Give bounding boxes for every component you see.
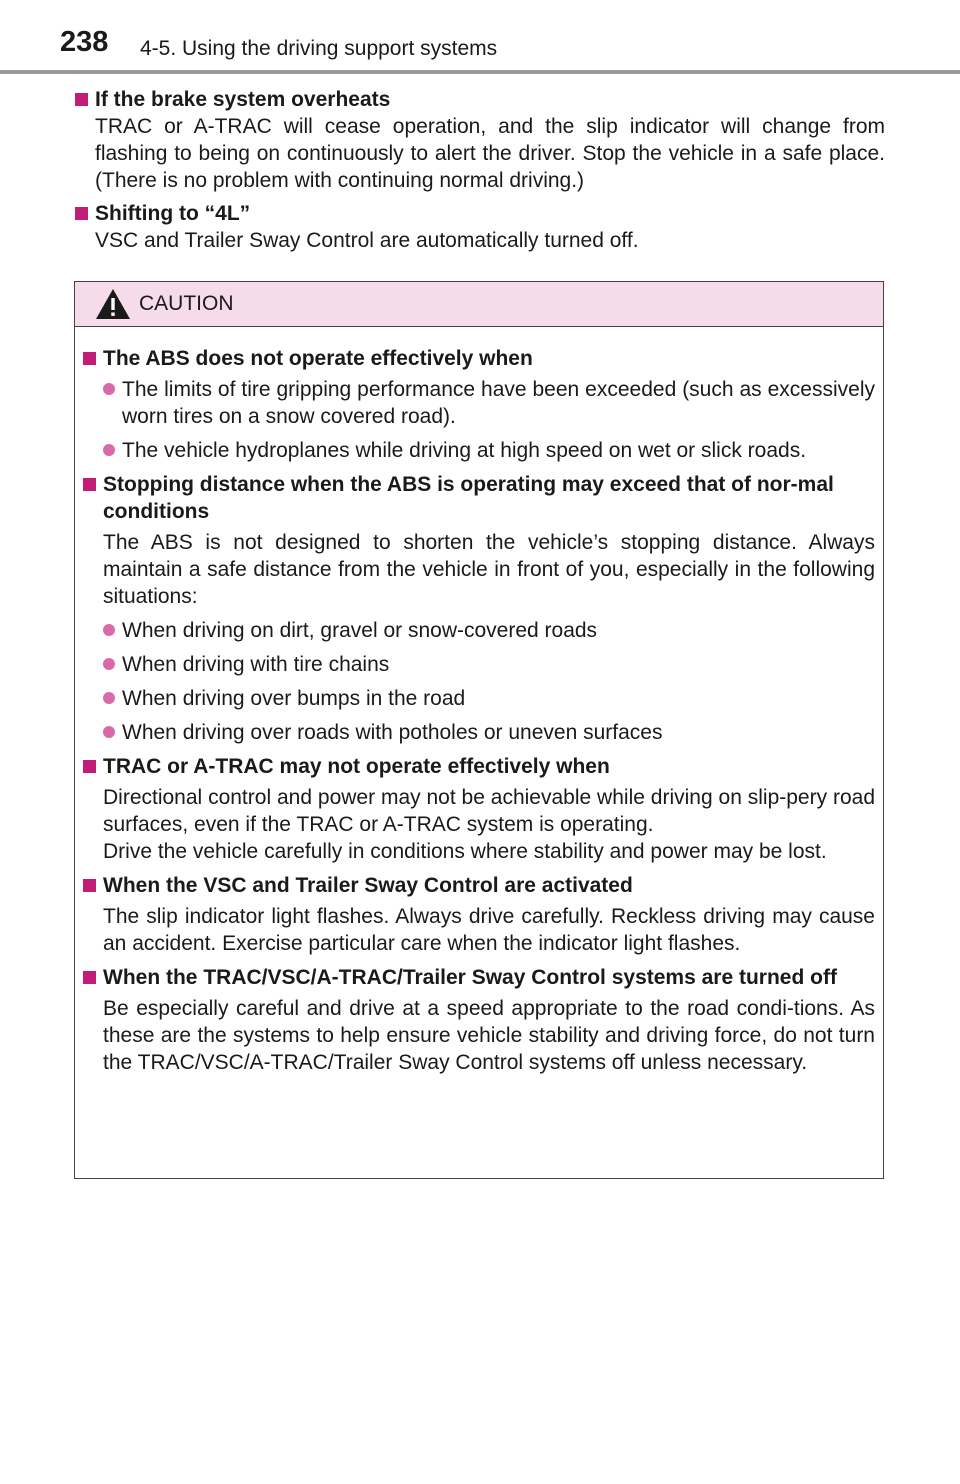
section-title: 4-5. Using the driving support systems (140, 37, 498, 60)
caution-item-body: Be especially careful and drive at a speed appropriate to the road condi-tions. As these are the systems to help ensure vehicle stability and driving force, do not turn the TRAC/VSC/A-TRAC/Trailer Sway Control systems off unless necessary. (103, 997, 875, 1074)
list-item: When driving over bumps in the road (83, 685, 875, 712)
square-bullet-icon (75, 93, 88, 106)
square-bullet-icon (83, 971, 96, 984)
square-bullet-icon (83, 352, 96, 365)
caution-item-heading: TRAC or A-TRAC may not operate effectively when (83, 753, 875, 780)
round-bullet-icon (103, 444, 115, 456)
caution-box (74, 281, 884, 1179)
round-bullet-icon (103, 658, 115, 670)
caution-item-heading: When the VSC and Trailer Sway Control are activated (83, 872, 875, 899)
square-bullet-icon (75, 207, 88, 220)
caution-item-abs (83, 345, 875, 464)
caution-body (75, 327, 883, 1076)
caution-item-trac (83, 753, 875, 865)
caution-item-body: Directional control and power may not be achievable while driving on slip-pery road surfaces, even if the TRAC or A-TRAC system is operating. (103, 786, 875, 836)
caution-item-stopping-distance (83, 471, 875, 746)
list-item: When driving over roads with potholes or uneven surfaces (83, 719, 875, 746)
caution-item-body: The slip indicator light flashes. Always drive carefully. Reckless driving may cause an accident. Exercise particular care when the indicator light flashes. (103, 905, 875, 955)
round-bullet-icon (103, 692, 115, 704)
section-shifting-4l (75, 200, 885, 254)
square-bullet-icon (83, 760, 96, 773)
caution-header (75, 282, 883, 327)
square-bullet-icon (83, 879, 96, 892)
section-heading: Shifting to “4L” (75, 200, 885, 227)
caution-item-heading: Stopping distance when the ABS is operating may exceed that of nor-mal conditions (83, 471, 875, 525)
caution-label: CAUTION (139, 292, 234, 315)
caution-item-heading: The ABS does not operate effectively when (83, 345, 875, 372)
square-bullet-icon (83, 478, 96, 491)
section-body: VSC and Trailer Sway Control are automatically turned off. (95, 229, 639, 252)
caution-item-body: The ABS is not designed to shorten the vehicle’s stopping distance. Always maintain a safe distance from the vehicle in front of you, especially in the following situations: (103, 531, 875, 608)
list-item: The vehicle hydroplanes while driving at high speed on wet or slick roads. (83, 437, 875, 464)
list-item: When driving on dirt, gravel or snow-covered roads (83, 617, 875, 644)
section-heading: If the brake system overheats (75, 86, 885, 113)
section-brake-overheat (75, 86, 885, 194)
header-rule (0, 70, 960, 74)
page-header (0, 0, 960, 76)
main-content (75, 86, 885, 260)
round-bullet-icon (103, 726, 115, 738)
caution-item-systems-off (83, 964, 875, 1076)
round-bullet-icon (103, 624, 115, 636)
round-bullet-icon (103, 383, 115, 395)
list-item: The limits of tire gripping performance have been exceeded (such as excessively worn tires on a snow covered road). (83, 376, 875, 430)
caution-item-body: Drive the vehicle carefully in conditions where stability and power may be lost. (103, 840, 827, 863)
section-body: TRAC or A-TRAC will cease operation, and the slip indicator will change from flashing to being on continuously to alert the driver. Stop the vehicle in a safe place. (There is no problem with continuing normal driving.) (95, 115, 885, 192)
list-item: When driving with tire chains (83, 651, 875, 678)
page-number: 238 (60, 26, 109, 58)
caution-item-heading: When the TRAC/VSC/A-TRAC/Trailer Sway Control systems are turned off (83, 964, 875, 991)
warning-triangle-icon (95, 288, 131, 320)
caution-item-vsc-activated (83, 872, 875, 957)
